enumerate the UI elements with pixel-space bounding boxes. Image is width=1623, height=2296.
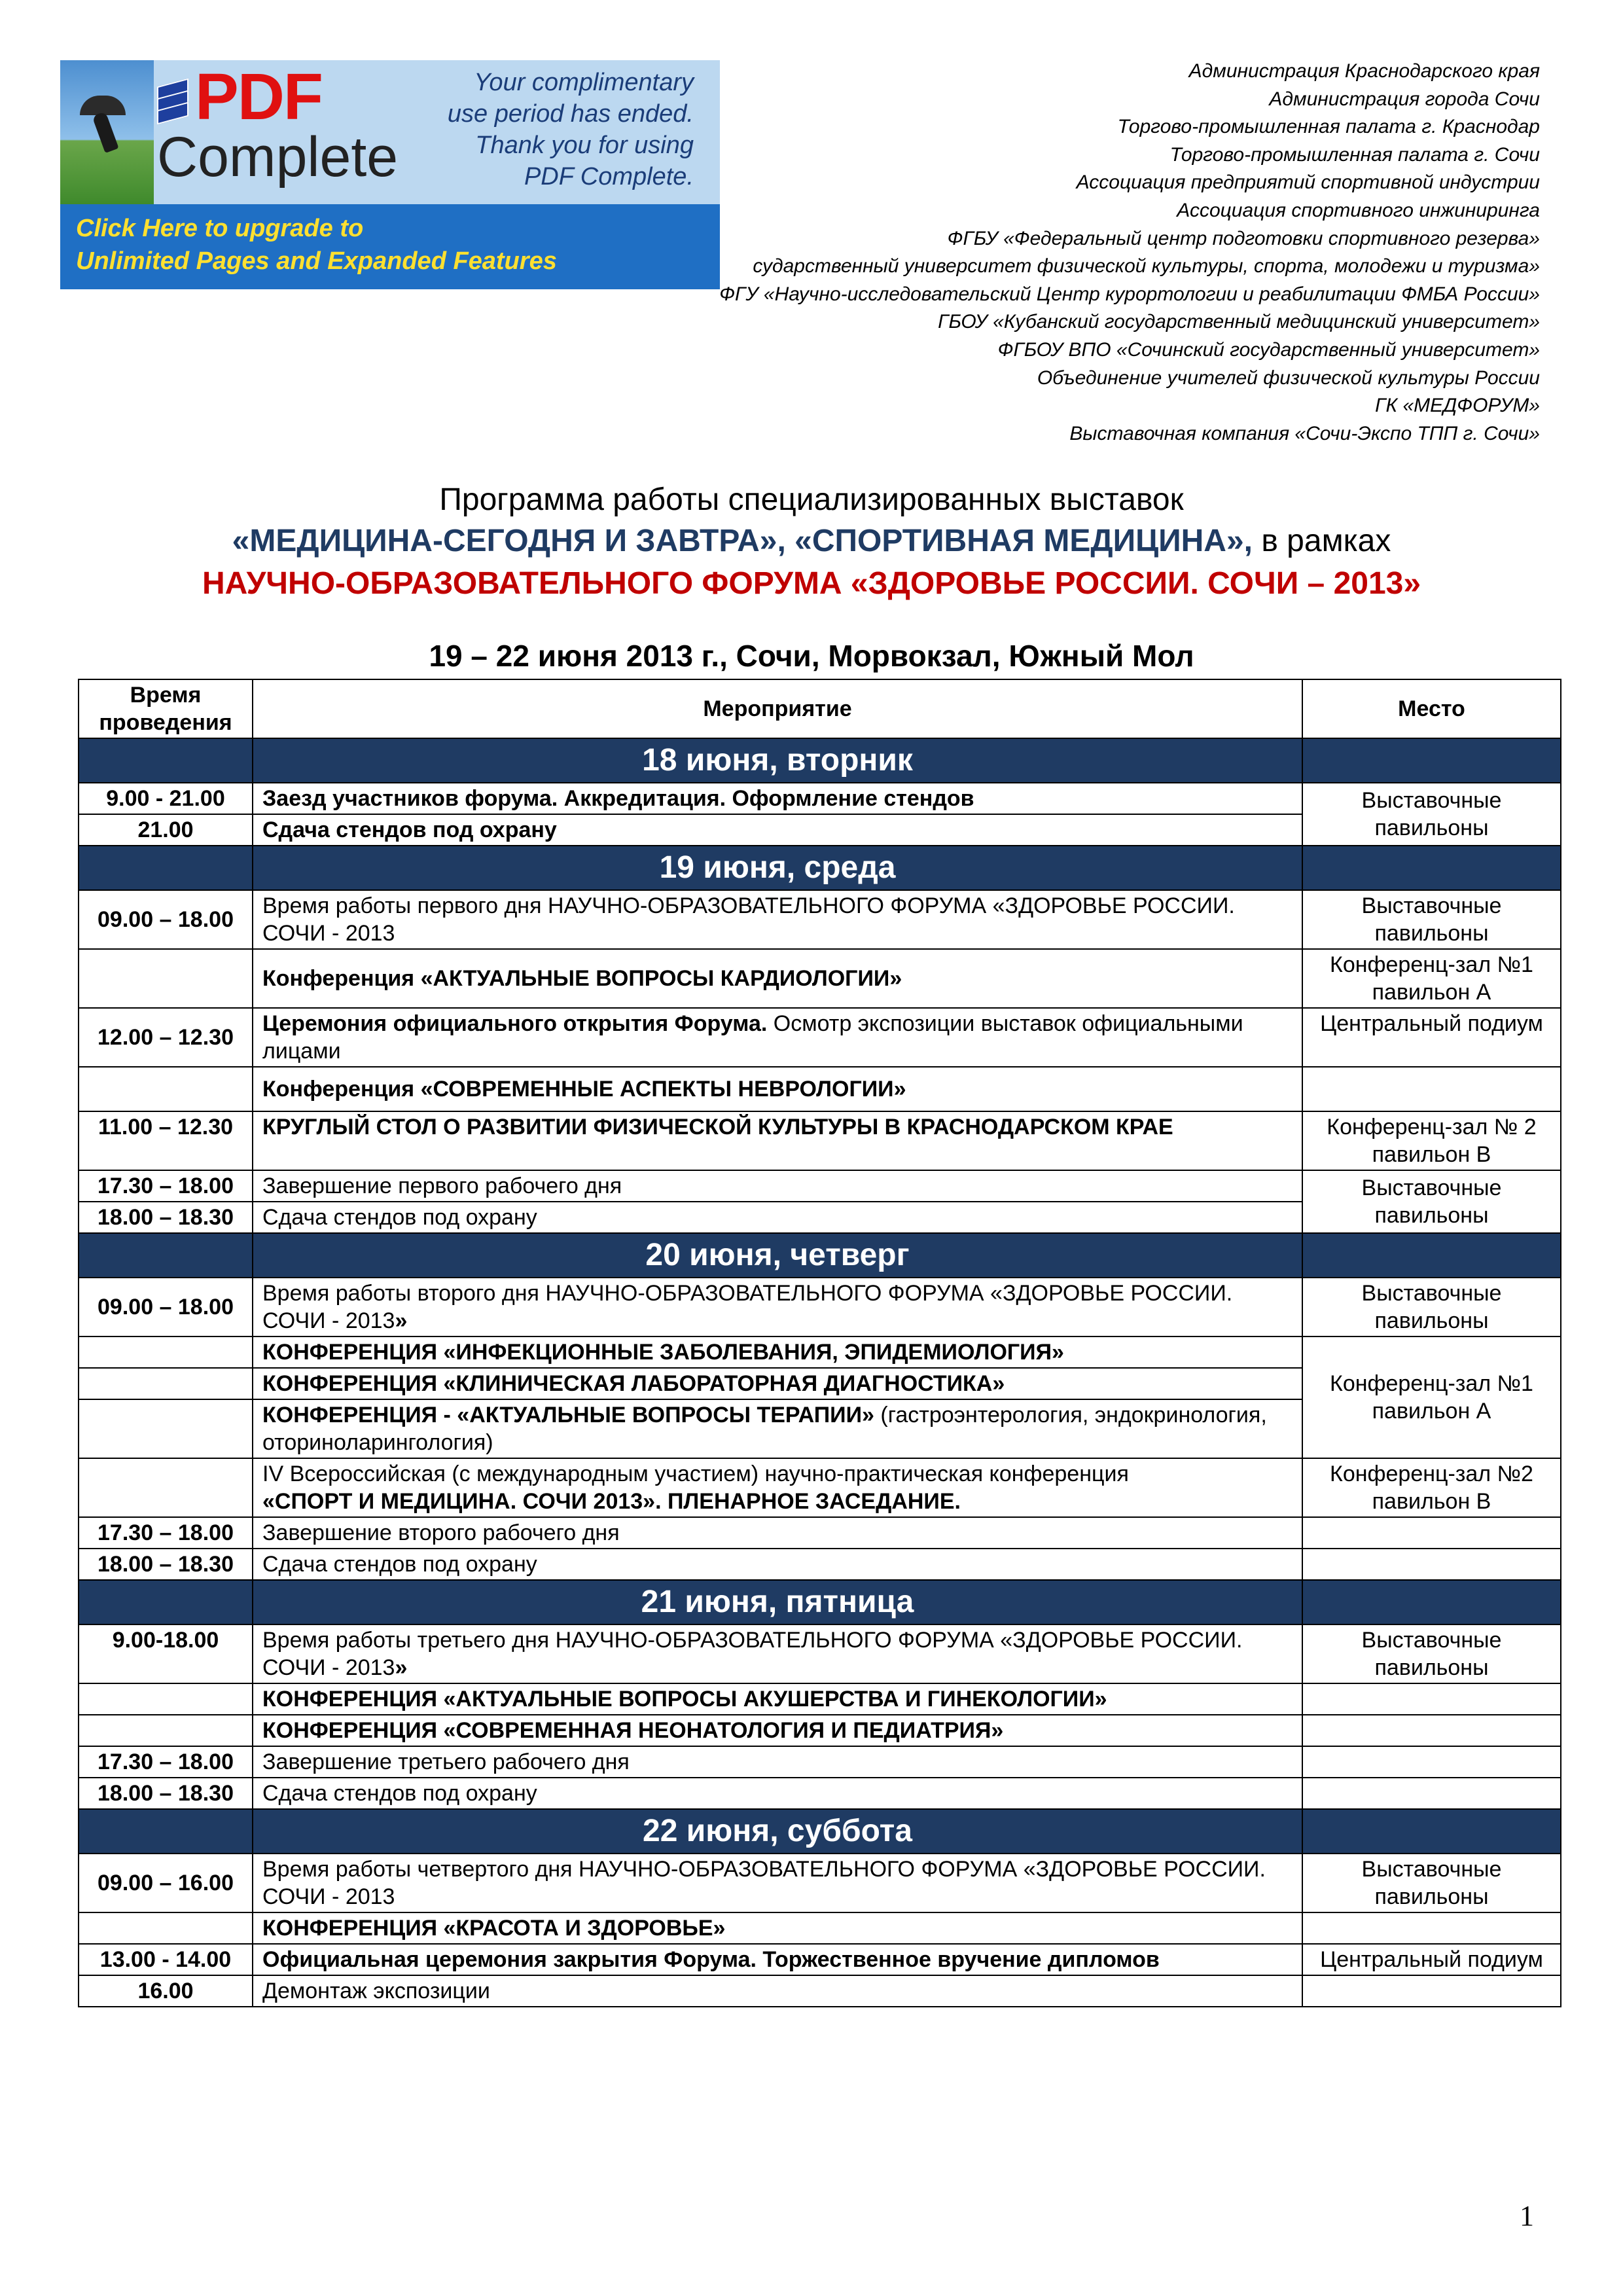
organizer: ГБОУ «Кубанский государственный медицинский университет» — [938, 311, 1540, 333]
row-event: КОНФЕРЕНЦИЯ «КРАСОТА И ЗДОРОВЬЕ» — [253, 1912, 1302, 1944]
row-event: КОНФЕРЕНЦИЯ «КЛИНИЧЕСКАЯ ЛАБОРАТОРНАЯ ДИАГНОСТИКА» — [253, 1368, 1302, 1399]
exhibitions-title — [79, 522, 1544, 561]
message-line: Thank you for using — [475, 132, 694, 159]
table-row — [79, 1067, 1561, 1111]
row-time: 18.00 – 18.30 — [79, 1202, 253, 1233]
day-title: 18 июня, вторник — [253, 738, 1302, 783]
row-event-text: Время работы третьего дня НАУЧНО-ОБРАЗОВАТЕЛЬНОГО ФОРУМА «ЗДОРОВЬЕ РОССИИ. СОЧИ - 2013 — [262, 1628, 1243, 1680]
row-time: 17.30 – 18.00 — [79, 1746, 253, 1778]
row-event — [253, 1458, 1302, 1517]
table-row — [79, 949, 1561, 1008]
message-line: Your complimentary — [474, 69, 694, 96]
row-event: КОНФЕРЕНЦИЯ «АКТУАЛЬНЫЕ ВОПРОСЫ АКУШЕРСТВА И ГИНЕКОЛОГИИ» — [253, 1683, 1302, 1715]
umbrella-icon — [80, 96, 126, 115]
day-title: 20 июня, четверг — [253, 1233, 1302, 1278]
row-place: Выставочные павильоны — [1302, 1278, 1561, 1336]
row-event-end: » — [395, 1655, 408, 1680]
row-time: 18.00 – 18.30 — [79, 1549, 253, 1580]
table-row — [79, 1549, 1561, 1580]
day-row — [79, 738, 1561, 783]
organizer: ФГУ «Научно-исследовательский Центр курортологии и реабилитации ФМБА России» — [719, 283, 1540, 305]
row-event-plain: IV Всероссийская (с международным участием) научно-практическая конференция — [262, 1462, 1129, 1486]
table-row — [79, 1944, 1561, 1975]
organizer: Объединение учителей физической культуры России — [1037, 367, 1540, 389]
brand-pdf: PDF — [195, 60, 322, 134]
row-event: Конференция «СОВРЕМЕННЫЕ АСПЕКТЫ НЕВРОЛОГИИ» — [253, 1067, 1302, 1111]
row-place: Центральный подиум — [1302, 1944, 1561, 1975]
table-row — [79, 1278, 1561, 1336]
day-title: 22 июня, суббота — [253, 1809, 1302, 1854]
table-row — [79, 1715, 1561, 1746]
day-row — [79, 1809, 1561, 1854]
row-place: Выставочные павильоны — [1302, 890, 1561, 949]
program-title: Программа работы специализированных выставок — [439, 482, 1184, 517]
organizer: Ассоциация спортивного инжиниринга — [1177, 199, 1540, 221]
organizers-list — [493, 58, 1540, 448]
row-place: Выставочные павильоны — [1302, 783, 1561, 846]
row-event: КРУГЛЫЙ СТОЛ О РАЗВИТИИ ФИЗИЧЕСКОЙ КУЛЬТУРЫ В КРАСНОДАРСКОМ КРАЕ — [253, 1111, 1302, 1170]
row-event-text: Время работы второго дня НАУЧНО-ОБРАЗОВАТЕЛЬНОГО ФОРУМА «ЗДОРОВЬЕ РОССИИ. СОЧИ - 2013 — [262, 1281, 1233, 1333]
row-event: Сдача стендов под охрану — [253, 814, 1302, 846]
row-event: Завершение третьего рабочего дня — [253, 1746, 1302, 1778]
row-place: Конференц-зал №1 павильон А — [1302, 949, 1561, 1008]
message-line: use period has ended. — [447, 100, 694, 128]
table-row — [79, 1975, 1561, 2007]
row-event: Сдача стендов под охрану — [253, 1778, 1302, 1809]
row-place: Конференц-зал № 2 павильон В — [1302, 1111, 1561, 1170]
row-event: Сдача стендов под охрану — [253, 1549, 1302, 1580]
row-time: 17.30 – 18.00 — [79, 1170, 253, 1202]
dates-venue: 19 – 22 июня 2013 г., Сочи, Морвокзал, Южный Мол — [429, 639, 1194, 673]
row-event: Заезд участников форума. Аккредитация. Оформление стендов — [253, 783, 1302, 814]
table-row — [79, 1683, 1561, 1715]
table-row — [79, 1746, 1561, 1778]
row-event-bold: КОНФЕРЕНЦИЯ - «АКТУАЛЬНЫЕ ВОПРОСЫ ТЕРАПИИ» — [262, 1403, 874, 1427]
row-place: Центральный подиум — [1302, 1008, 1561, 1067]
row-time: 16.00 — [79, 1975, 253, 2007]
row-place: Выставочные павильоны — [1302, 1624, 1561, 1683]
exhibitions-suffix: в рамках — [1253, 524, 1391, 558]
row-time: 09.00 – 18.00 — [79, 890, 253, 949]
header-time: Время проведения — [79, 679, 253, 738]
row-place: Выставочные павильоны — [1302, 1170, 1561, 1233]
row-event — [253, 1008, 1302, 1067]
table-row — [79, 1624, 1561, 1683]
table-row — [79, 1778, 1561, 1809]
organizer: Администрация города Сочи — [1269, 88, 1540, 110]
table-row — [79, 1008, 1561, 1067]
row-time: 9.00-18.00 — [79, 1624, 253, 1683]
day-title: 19 июня, среда — [253, 846, 1302, 890]
row-event-plain: (гастроэнтерология, эндокринология, оториноларингология) — [262, 1403, 1267, 1455]
row-place: Конференц-зал №2 павильон В — [1302, 1458, 1561, 1517]
table-row — [79, 1912, 1561, 1944]
upgrade-line-2[interactable]: Unlimited Pages and Expanded Features — [76, 247, 557, 275]
row-event: Время работы первого дня НАУЧНО-ОБРАЗОВАТЕЛЬНОГО ФОРУМА «ЗДОРОВЬЕ РОССИИ. СОЧИ - 2013 — [253, 890, 1302, 949]
header-place: Место — [1302, 679, 1561, 738]
row-place: Выставочные павильоны — [1302, 1854, 1561, 1912]
row-time: 09.00 – 18.00 — [79, 1278, 253, 1336]
jumping-person-icon — [92, 111, 118, 153]
day-title: 21 июня, пятница — [253, 1580, 1302, 1624]
row-event: КОНФЕРЕНЦИЯ «СОВРЕМЕННАЯ НЕОНАТОЛОГИЯ И ПЕДИАТРИЯ» — [253, 1715, 1302, 1746]
row-event: Конференция «АКТУАЛЬНЫЕ ВОПРОСЫ КАРДИОЛОГИИ» — [253, 949, 1302, 1008]
organizer: ГК «МЕДФОРУМ» — [1375, 395, 1540, 417]
organizer: ФГБУ «Федеральный центр подготовки спортивного резерва» — [947, 227, 1540, 249]
table-row — [79, 1111, 1561, 1170]
schedule-table — [78, 679, 1561, 2007]
row-event: Официальная церемония закрытия Форума. Торжественное вручение дипломов — [253, 1944, 1302, 1975]
table-row — [79, 783, 1561, 814]
row-event — [253, 1624, 1302, 1683]
brand-complete: Complete — [157, 126, 399, 188]
page-number: 1 — [1520, 2200, 1534, 2232]
row-event-bold: «СПОРТ И МЕДИЦИНА. СОЧИ 2013». ПЛЕНАРНОЕ ЗАСЕДАНИЕ. — [262, 1489, 961, 1514]
row-time: 13.00 - 14.00 — [79, 1944, 253, 1975]
forum-title: НАУЧНО-ОБРАЗОВАТЕЛЬНОГО ФОРУМА «ЗДОРОВЬЕ РОССИИ. СОЧИ – 2013» — [202, 566, 1421, 601]
organizer: Ассоциация предприятий спортивной индустрии — [1076, 171, 1540, 194]
organizer: Администрация Краснодарского края — [1188, 60, 1540, 82]
row-time: 21.00 — [79, 814, 253, 846]
row-event: Время работы четвертого дня НАУЧНО-ОБРАЗОВАТЕЛЬНОГО ФОРУМА «ЗДОРОВЬЕ РОССИИ. СОЧИ - 2013 — [253, 1854, 1302, 1912]
table-row — [79, 890, 1561, 949]
row-event-end: » — [395, 1308, 408, 1333]
organizer: Торгово-промышленная палата г. Краснодар — [1117, 116, 1540, 138]
organizer: Торгово-промышленная палата г. Сочи — [1169, 143, 1540, 166]
row-event: Сдача стендов под охрану — [253, 1202, 1302, 1233]
header-event: Мероприятие — [253, 679, 1302, 738]
row-event: КОНФЕРЕНЦИЯ «ИНФЕКЦИОННЫЕ ЗАБОЛЕВАНИЯ, ЭПИДЕМИОЛОГИЯ» — [253, 1336, 1302, 1368]
row-time: 09.00 – 16.00 — [79, 1854, 253, 1912]
message-line: PDF Complete. — [524, 163, 694, 190]
row-event: Демонтаж экспозиции — [253, 1975, 1302, 2007]
table-row — [79, 1517, 1561, 1549]
exhibitions-names: «МЕДИЦИНА-СЕГОДНЯ И ЗАВТРА», «СПОРТИВНАЯ МЕДИЦИНА», — [232, 524, 1253, 558]
row-time: 17.30 – 18.00 — [79, 1517, 253, 1549]
stack-logo-icon — [157, 80, 191, 126]
organizer: ФГБОУ ВПО «Сочинский государственный университет» — [997, 338, 1540, 361]
row-time: 9.00 - 21.00 — [79, 783, 253, 814]
organizer: Выставочная компания «Сочи-Экспо ТПП г. Сочи» — [1069, 422, 1540, 444]
table-row — [79, 1336, 1561, 1368]
row-time: 12.00 – 12.30 — [79, 1008, 253, 1067]
row-event — [253, 1278, 1302, 1336]
row-time: 11.00 – 12.30 — [79, 1111, 253, 1170]
row-event: Завершение первого рабочего дня — [253, 1170, 1302, 1202]
day-row — [79, 846, 1561, 890]
day-row — [79, 1580, 1561, 1624]
row-event — [253, 1399, 1302, 1458]
row-time: 18.00 – 18.30 — [79, 1778, 253, 1809]
day-row — [79, 1233, 1561, 1278]
table-row — [79, 1458, 1561, 1517]
banner-photo — [60, 60, 154, 204]
row-event-plain: Осмотр экспозиции выставок официальными лицами — [262, 1011, 1243, 1064]
row-place: Конференц-зал №1 павильон А — [1302, 1336, 1561, 1458]
row-event-bold: Церемония официального открытия Форума. — [262, 1011, 768, 1036]
table-row — [79, 1854, 1561, 1912]
upgrade-line-1[interactable]: Click Here to upgrade to — [76, 215, 364, 242]
table-header-row — [79, 679, 1561, 738]
organizer: сударственный университет физической культуры, спорта, молодежи и туризма» — [753, 255, 1540, 278]
table-row — [79, 1170, 1561, 1202]
row-event: Завершение второго рабочего дня — [253, 1517, 1302, 1549]
